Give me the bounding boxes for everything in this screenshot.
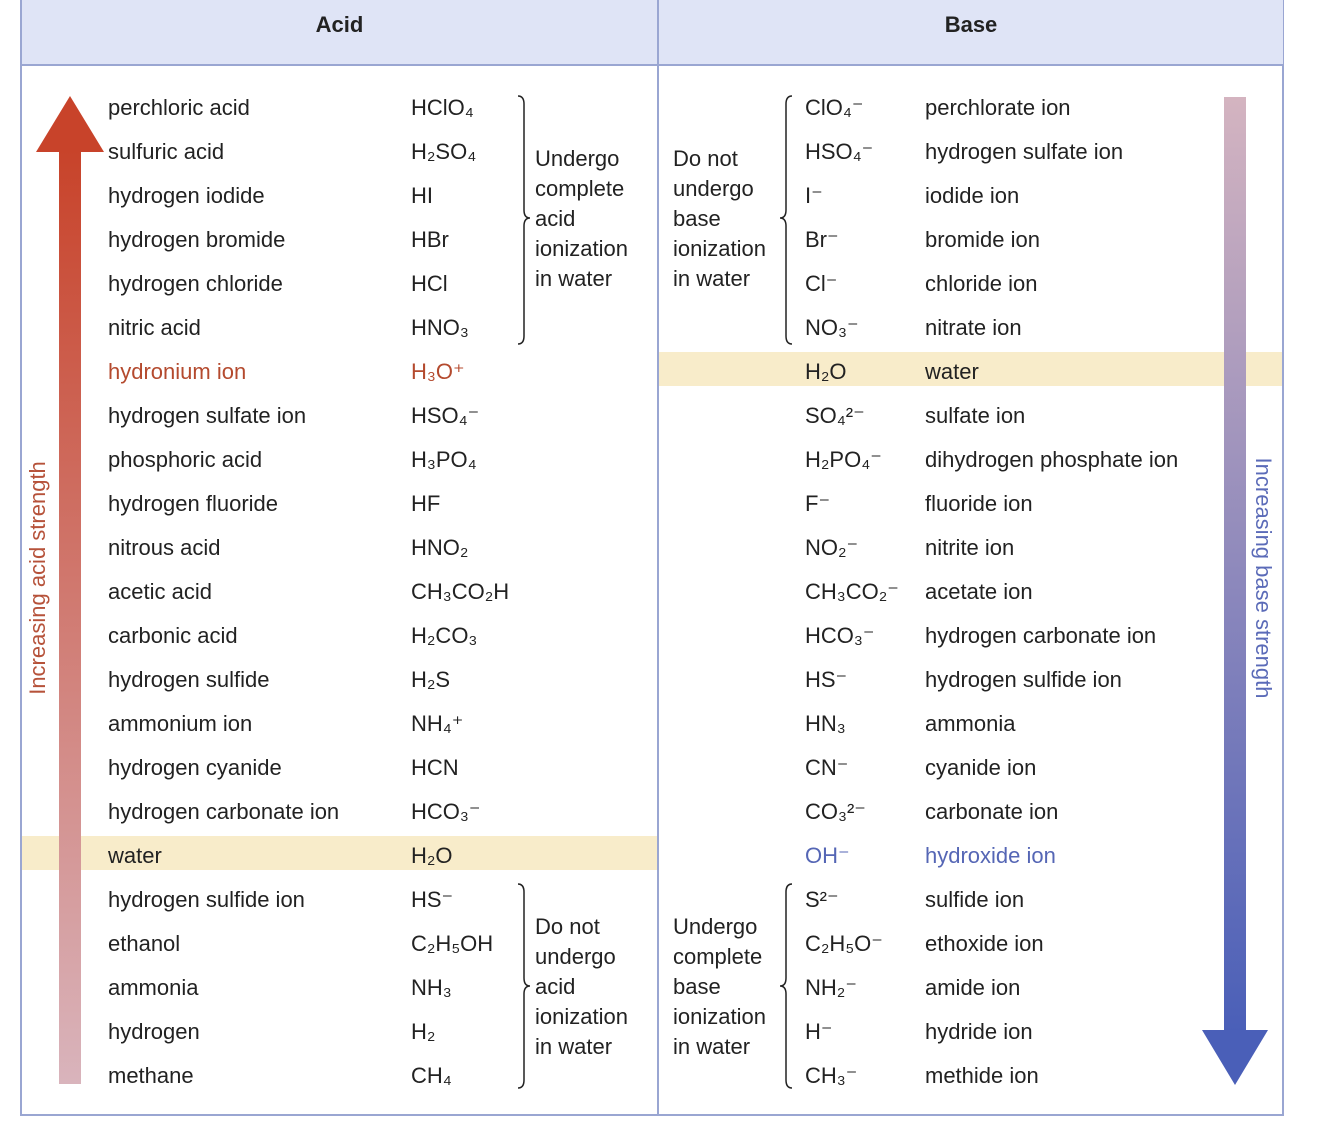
base-name: sulfate ion xyxy=(925,403,1026,428)
base-name: perchlorate ion xyxy=(925,95,1071,120)
acid-formula: HBr xyxy=(411,227,449,252)
acid-name: hydrogen iodide xyxy=(108,183,265,208)
table-row xyxy=(0,306,1334,350)
note-line: Do not xyxy=(673,146,738,171)
base-formula: H₂O xyxy=(805,359,847,384)
base-name: ethoxide ion xyxy=(925,931,1044,956)
acid-name: ethanol xyxy=(108,931,181,956)
note-line: Undergo xyxy=(673,914,758,939)
base-formula: OH⁻ xyxy=(805,843,850,868)
base-formula: HCO₃⁻ xyxy=(805,623,875,648)
table-row xyxy=(0,86,1334,130)
base-name: acetate ion xyxy=(925,579,1033,604)
note-line: base xyxy=(673,206,721,231)
base-formula: SO₄²⁻ xyxy=(805,403,865,428)
acid-formula: HCl xyxy=(411,271,448,296)
table-row xyxy=(0,922,1334,966)
note-line: ionization xyxy=(535,236,628,261)
note-line: undergo xyxy=(535,944,616,969)
acid-formula: HI xyxy=(411,183,433,208)
acid-formula: H₂O xyxy=(411,843,453,868)
base-name: fluoride ion xyxy=(925,491,1033,516)
acid-name: hydrogen fluoride xyxy=(108,491,279,516)
table-row xyxy=(0,702,1334,746)
base-formula: HSO₄⁻ xyxy=(805,139,874,164)
base-name: ammonia xyxy=(925,711,1016,736)
acid-formula: CH₄ xyxy=(411,1063,452,1088)
base-name: hydrogen sulfide ion xyxy=(925,667,1122,692)
base-strength-label: Increasing base strength xyxy=(1251,457,1276,699)
table-row xyxy=(0,482,1334,526)
note-line: complete xyxy=(673,944,763,969)
note-line: undergo xyxy=(673,176,754,201)
base-name: hydroxide ion xyxy=(925,843,1056,868)
acid-name: hydrogen xyxy=(108,1019,200,1044)
base-name: hydride ion xyxy=(925,1019,1033,1044)
base-formula: CN⁻ xyxy=(805,755,849,780)
note-line: in water xyxy=(673,1034,751,1059)
acid-formula: CH₃CO₂H xyxy=(411,579,510,604)
acid-name: nitric acid xyxy=(108,315,201,340)
table-row xyxy=(0,130,1334,174)
acid-formula: HCN xyxy=(411,755,459,780)
acid-name: sulfuric acid xyxy=(108,139,225,164)
base-formula: F⁻ xyxy=(805,491,831,516)
acid-formula: HS⁻ xyxy=(411,887,454,912)
base-formula: Cl⁻ xyxy=(805,271,838,296)
acid-formula: H₂S xyxy=(411,667,451,692)
table-row xyxy=(0,878,1334,922)
base-formula: C₂H₅O⁻ xyxy=(805,931,883,956)
table-row xyxy=(0,438,1334,482)
table-row xyxy=(0,614,1334,658)
base-formula: NO₂⁻ xyxy=(805,535,859,560)
base-name: nitrate ion xyxy=(925,315,1022,340)
note-line: in water xyxy=(535,266,613,291)
acid-formula: HNO₂ xyxy=(411,535,469,560)
table-row xyxy=(0,658,1334,702)
acid-formula: H₂SO₄ xyxy=(411,139,477,164)
acid-name: perchloric acid xyxy=(108,95,250,120)
note-line: Undergo xyxy=(535,146,620,171)
base-formula: HS⁻ xyxy=(805,667,848,692)
base-name: chloride ion xyxy=(925,271,1038,296)
base-formula: NO₃⁻ xyxy=(805,315,859,340)
acid-formula: NH₄⁺ xyxy=(411,711,464,736)
acid-name: hydrogen bromide xyxy=(108,227,286,252)
acid-formula: NH₃ xyxy=(411,975,452,1000)
base-formula: S²⁻ xyxy=(805,887,839,912)
note-line: ionization xyxy=(673,236,766,261)
base-formula: NH₂⁻ xyxy=(805,975,857,1000)
acid-name: ammonium ion xyxy=(108,711,253,736)
note-line: acid xyxy=(535,206,576,231)
acid-name: acetic acid xyxy=(108,579,212,604)
base-name: amide ion xyxy=(925,975,1021,1000)
acid-name: hydrogen chloride xyxy=(108,271,283,296)
base-name: dihydrogen phosphate ion xyxy=(925,447,1179,472)
base-name: cyanide ion xyxy=(925,755,1037,780)
acid-name: hydrogen sulfide xyxy=(108,667,270,692)
note-line: ionization xyxy=(673,1004,766,1029)
acid-formula: HCO₃⁻ xyxy=(411,799,481,824)
acid-name: nitrous acid xyxy=(108,535,221,560)
table-row xyxy=(0,350,1334,394)
acid-name: hydrogen sulfate ion xyxy=(108,403,307,428)
table-row xyxy=(0,746,1334,790)
table-row xyxy=(0,394,1334,438)
acid-formula: C₂H₅OH xyxy=(411,931,494,956)
note-line: ionization xyxy=(535,1004,628,1029)
note-line: in water xyxy=(535,1034,613,1059)
table-row xyxy=(0,262,1334,306)
table-row xyxy=(0,174,1334,218)
base-name: hydrogen carbonate ion xyxy=(925,623,1157,648)
acid-column-header: Acid xyxy=(22,0,657,66)
note-line: Do not xyxy=(535,914,600,939)
base-name: methide ion xyxy=(925,1063,1039,1088)
acid-name: water xyxy=(108,843,162,868)
acid-name: methane xyxy=(108,1063,194,1088)
acid-formula: H₂ xyxy=(411,1019,436,1044)
note-line: acid xyxy=(535,974,576,999)
base-formula: CO₃²⁻ xyxy=(805,799,866,824)
acid-name: hydrogen sulfide ion xyxy=(108,887,305,912)
note-line: complete xyxy=(535,176,625,201)
table-row xyxy=(0,1010,1334,1054)
base-name: nitrite ion xyxy=(925,535,1015,560)
base-column-header: Base xyxy=(659,0,1283,66)
table-row xyxy=(0,1054,1334,1098)
acid-name: carbonic acid xyxy=(108,623,238,648)
note-line: base xyxy=(673,974,721,999)
table-row xyxy=(0,790,1334,834)
note-line: in water xyxy=(673,266,751,291)
base-formula: H⁻ xyxy=(805,1019,833,1044)
base-formula: CH₃⁻ xyxy=(805,1063,858,1088)
acid-name: hydrogen carbonate ion xyxy=(108,799,340,824)
base-formula: ClO₄⁻ xyxy=(805,95,864,120)
acid-formula: H₂CO₃ xyxy=(411,623,478,648)
table-row xyxy=(0,966,1334,1010)
base-name: carbonate ion xyxy=(925,799,1059,824)
table-row xyxy=(0,570,1334,614)
base-formula: Br⁻ xyxy=(805,227,839,252)
base-name: hydrogen sulfate ion xyxy=(925,139,1124,164)
acid-strength-label: Increasing acid strength xyxy=(25,461,50,695)
acid-formula: HF xyxy=(411,491,441,516)
acid-formula: HClO₄ xyxy=(411,95,474,120)
table-row xyxy=(0,526,1334,570)
base-formula: HN₃ xyxy=(805,711,846,736)
base-name: sulfide ion xyxy=(925,887,1025,912)
acid-formula: HNO₃ xyxy=(411,315,469,340)
table-row xyxy=(0,218,1334,262)
base-name: iodide ion xyxy=(925,183,1020,208)
acid-formula: HSO₄⁻ xyxy=(411,403,480,428)
base-formula: H₂PO₄⁻ xyxy=(805,447,882,472)
acid-name: hydrogen cyanide xyxy=(108,755,282,780)
acid-name: ammonia xyxy=(108,975,199,1000)
table-row xyxy=(0,834,1334,878)
acid-name: phosphoric acid xyxy=(108,447,263,472)
base-name: bromide ion xyxy=(925,227,1040,252)
base-formula: I⁻ xyxy=(805,183,823,208)
base-name: water xyxy=(925,359,979,384)
acid-formula: H₃O⁺ xyxy=(411,359,465,384)
base-formula: CH₃CO₂⁻ xyxy=(805,579,899,604)
acid-name: hydronium ion xyxy=(108,359,247,384)
acid-formula: H₃PO₄ xyxy=(411,447,477,472)
